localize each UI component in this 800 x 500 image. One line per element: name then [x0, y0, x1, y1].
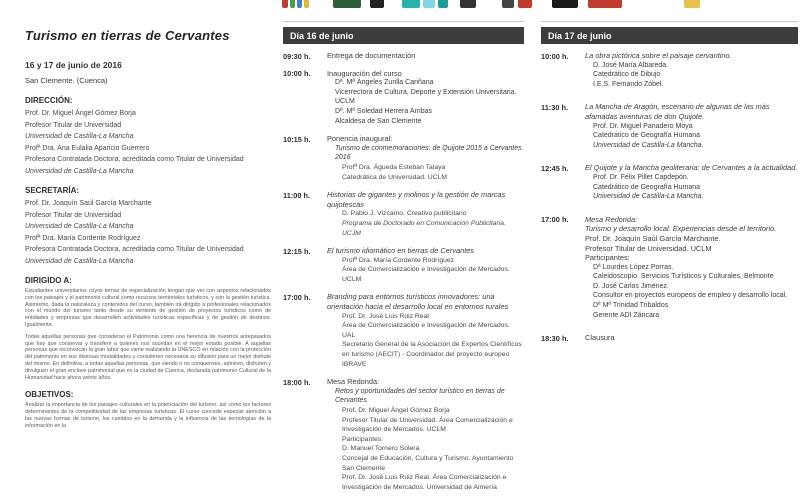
day17-schedule-list	[541, 51, 798, 343]
logo-fragment-image	[438, 0, 448, 8]
text-line: Universidad de Castilla-La Mancha.	[593, 141, 704, 149]
text-line: La Mancha de Aragón, escenario de algunas de las más afamadas aventuras de don Quijote.	[585, 102, 770, 121]
text-line: Prof. Dr. Miguel Ángel Gómez Borja	[25, 110, 136, 117]
text-line: Consultor en proyectos europeos de empleo y desarrollo local.	[593, 292, 788, 300]
schedule-entry	[585, 51, 798, 89]
text-line: Prof. Dr. Miguel Panadero Moya	[593, 122, 693, 130]
text-line: Dª. Mª Soledad Herrera Arribas	[335, 107, 432, 115]
logo-fragment-image	[460, 0, 476, 8]
text-line: Prof. Dr. José Luis Ruiz Real	[342, 312, 429, 320]
text-line: Profesor Titular de Universidad. Área Comercialización e Investigación de Mercados. UCLM	[342, 416, 513, 434]
text-line: Área de Comercialización e Investigación de Mercados. UCLM	[342, 266, 510, 283]
text-line: Universidad de Castilla-La Mancha	[25, 167, 134, 175]
paragraph: Analizar la importancia de los paisajes culturales en la potenciación del turismo, así como los factores determinantes de la competitividad de las empresas turísticas. El curso concede especial atención a las nuevas formas de turismo, los cambios en la demanda y la influencia de las tecnologías de la información en la	[25, 402, 271, 429]
course-location: San Clemente. (Cuenca)	[25, 76, 108, 85]
logo-fragment-image	[552, 0, 578, 8]
text-line: Historias de gigantes y molinos y la gestión de marcas quijotescas	[327, 190, 506, 209]
schedule-item	[541, 215, 798, 321]
text-line: Catedrático de Geografía Humana	[593, 132, 701, 140]
text-line: Mesa Redonda:	[585, 214, 638, 224]
paragraph: Todas aquellas personas que consideran el Patrimonio como una herencia de nuestros antepasados que hay que conservar y transferir a quienes nos sucedan en el mejor estado posible. A aquellas personas que reconozcan la gran labor que viene realizando la UNESCO en relación con la protección del patrimonio en sus diversas modalidades y consideren necesaria su difusión para un mejor disfrute del mismo. En definitiva, a todas aquellas personas, que siendo o no conquenses, admiren, disfruten y divulguen el gran enclave patrimonial que es la ciudad de Cuenca, declarada patrimonio Cultural de la Humanidad hace ahora veinte años.	[25, 333, 271, 381]
paragraph: Estudiantes universitarios cuyos temas de especialización tengan que ver con aspectos relacionados con los paisajes y el patrimonio cultural como recursos territoriales turísticos, y con la gestión turística. Asimismo, dada la naturaleza y contenidos del curso, también irá dirigido a profesionales relacionados con el mundo del turismo tanto desde su vertiente de gestión de proyectos turísticos como de entidades y empresas que desarrollen actividades turísticas específicas y de gestión de destinos. Igualmente.	[25, 288, 271, 328]
text-line: Dª Lourdes López Porras.	[593, 263, 674, 271]
section-objetivos	[25, 390, 271, 429]
section-heading: DIRECCIÓN:	[25, 96, 73, 105]
schedule-entry	[327, 69, 524, 127]
schedule-time: 09:30 h.	[283, 51, 311, 61]
schedule-item	[283, 246, 524, 284]
logo-fragment-image	[333, 0, 361, 8]
text-line: D. José María Albareda.	[593, 61, 669, 69]
text-line: Secretario General de la Asociación de Expertos Científicos en turismo (AECIT) - Coordinador del proyecto europeo IBRAVE	[342, 341, 522, 368]
course-dates: 16 y 17 de junio de 2016	[25, 60, 122, 70]
text-line: Entrega de documentación	[327, 51, 416, 60]
text-line: Branding para entornos turísticos innovadores: una orientación hacia el desarrollo local en entornos rurales	[327, 292, 509, 312]
text-line: Profª Dra. Ana Eulalia Aparicio Guerrero	[25, 144, 150, 152]
logo-fragment-image	[304, 0, 309, 8]
text-line: La obra pictórica sobre el paisaje cervantino.	[585, 51, 732, 60]
text-line: Alcaldesa de San Clemente	[335, 117, 422, 125]
text-line: D. Manuel Tornero Solera	[342, 445, 420, 453]
logo-fragment-image	[290, 0, 295, 8]
text-line: Profesor Titular de Universidad	[25, 121, 122, 129]
text-line: Universidad de Castilla-La Mancha	[25, 133, 134, 140]
section-heading: OBJETIVOS:	[25, 390, 74, 400]
text-line: Mesa Redonda:	[327, 377, 380, 387]
text-line: Vicerrectora de Cultura, Deporte y Extensión Universitaria. UCLM	[335, 88, 517, 106]
text-line: Programa de Doctorado en Comunicación Publicitaria. UCJM	[342, 219, 506, 237]
schedule-item	[541, 102, 798, 150]
text-line: Participantes:	[342, 435, 384, 443]
section-dirigido-a	[25, 276, 271, 381]
text-line: Profª Dra. María Cordente Rodríguez	[342, 256, 455, 264]
logo-fragment-image	[588, 0, 622, 8]
schedule-time: 18:30 h.	[541, 333, 569, 343]
schedule-time: 10:00 h.	[541, 51, 569, 61]
schedule-time: 18:00 h.	[283, 377, 311, 387]
schedule-entry	[585, 215, 798, 321]
objetivos-paragraphs	[25, 402, 271, 429]
schedule-time: 12:15 h.	[283, 246, 311, 256]
dirigido-paragraphs	[25, 288, 271, 381]
text-line: Profª Dra. María Cordente Rodríguez	[25, 234, 141, 242]
day16-schedule-list	[283, 51, 524, 492]
text-line: Participantes:	[585, 253, 630, 263]
text-line: Catedrática de Universidad. UCLM	[342, 173, 448, 181]
logo-fragment-image	[423, 0, 435, 8]
text-line: Prof. Dr. José Luis Ruiz Real. Área Comercialización e Investigación de Mercados. Universidad de Almería	[342, 474, 507, 491]
schedule-entry	[327, 134, 524, 182]
schedule-time: 17:00 h.	[283, 292, 311, 302]
logo-fragment-image	[297, 0, 302, 8]
schedule-item	[283, 69, 524, 127]
text-line: Profesor Titular de Universidad. UCLM	[585, 243, 712, 253]
schedule-item	[541, 333, 798, 343]
schedule-item	[283, 51, 524, 61]
logo-fragment-image	[518, 0, 532, 8]
schedule-entry	[327, 377, 524, 492]
section-heading: DIRIGIDO A:	[25, 276, 72, 285]
text-line: I.E.S. Fernando Zóbel.	[593, 80, 664, 88]
text-line: Dª. Mª Ángeles Zurilla Cariñana	[335, 79, 434, 87]
text-line: Área de Comercialización e Investigación de Mercados. UAL	[342, 322, 510, 339]
day17-column	[541, 21, 798, 356]
schedule-time: 12:45 h.	[541, 163, 569, 173]
schedule-entry	[327, 292, 524, 369]
text-line: Turismo y desarrollo local. Experiencias desde el territorio.	[585, 224, 777, 234]
section-heading: SECRETARÍA:	[25, 186, 80, 195]
course-info-column	[25, 28, 271, 435]
schedule-item	[283, 134, 524, 182]
day16-column	[283, 21, 524, 500]
schedule-item	[283, 377, 524, 492]
secretaria-lines	[25, 198, 271, 267]
schedule-entry	[585, 163, 798, 201]
text-line: D. Pablo J. Vizcaíno. Creativo publicitario	[342, 210, 467, 218]
text-line: Prof. Dr. Félix Pillet Capdepón.	[593, 173, 689, 181]
schedule-time: 11:00 h.	[283, 190, 311, 200]
schedule-entry	[327, 51, 524, 61]
schedule-time: 10:15 h.	[283, 134, 311, 144]
text-line: Profesor Titular de Universidad	[25, 211, 122, 219]
schedule-item	[283, 292, 524, 369]
logo-strip	[282, 0, 800, 9]
schedule-entry	[327, 246, 524, 284]
text-line: Profesora Contratada Doctora, acreditada como Titular de Universidad	[25, 156, 244, 163]
text-line: El Quijote y la Mancha geoliteraria: de Cervantes a la actualidad.	[585, 163, 798, 173]
page-title: Turismo en tierras de Cervantes	[25, 28, 230, 43]
logo-fragment-image	[684, 0, 700, 8]
logo-fragment-image	[282, 0, 288, 8]
schedule-item	[541, 51, 798, 89]
logo-fragment-image	[402, 0, 420, 8]
schedule-entry	[327, 190, 524, 238]
text-line: Catedrático de Dibujo	[593, 71, 661, 79]
direccion-lines	[25, 108, 271, 177]
schedule-time: 11:30 h.	[541, 102, 569, 112]
text-line: Prof. Dr. Joaquín Saúl García Marchante	[25, 200, 152, 207]
schedule-item	[541, 163, 798, 201]
schedule-time: 17:00 h.	[541, 215, 569, 225]
text-line: Turismo de conmemoraciones: de Quijote 2015 a Cervantes 2016	[335, 144, 522, 162]
text-line: D. José Carlos Jiménez.	[593, 282, 669, 290]
schedule-entry	[585, 333, 798, 343]
day16-header: Día 16 de junio	[283, 27, 524, 44]
text-line: Retos y oportunidades del sector turístico en tierras de Cervantes	[335, 387, 505, 405]
text-line: Universidad de Castilla-La Mancha.	[593, 193, 704, 201]
text-line: Catedrático de Geografía Humana	[593, 183, 701, 191]
text-line: El turismo idiomático en tierras de Cervantes	[327, 246, 475, 256]
logo-fragment-image	[502, 0, 514, 8]
text-line: Inauguración del curso	[327, 68, 402, 78]
text-line: Universidad de Castilla-La Mancha	[25, 257, 134, 265]
day17-header: Día 17 de junio	[541, 27, 798, 44]
text-line: Caleidoscopio. Servicios Turísticos y Culturales, Belmonte	[593, 273, 774, 281]
logo-fragment-image	[370, 0, 384, 8]
schedule-item	[283, 190, 524, 238]
text-line: Ponencia inaugural:	[327, 134, 393, 144]
text-line: Dª Mª Trinidad Tribaldos	[593, 302, 669, 310]
schedule-time: 10:00 h.	[283, 69, 311, 79]
text-line: Clausura	[585, 333, 615, 343]
text-line: Prof. Dr. Miguel Ángel Gómez Borja	[342, 407, 450, 414]
text-line: Concejal de Educación, Cultura y Turismo. Ayuntamiento San Clemente	[342, 454, 514, 472]
text-line: Prof. Dr. Joaquín Saúl García Marchante.	[585, 233, 721, 243]
text-line: Profesora Contratada Doctora, acreditada como Titular de Universidad	[25, 246, 244, 253]
text-line: Universidad de Castilla-La Mancha	[25, 223, 134, 230]
section-secretaria	[25, 186, 271, 267]
text-line: Profª Dra. Águeda Esteban Talaya	[342, 163, 446, 171]
schedule-entry	[585, 102, 798, 150]
text-line: Gerente ADI Záncara	[593, 311, 660, 319]
section-direccion	[25, 96, 271, 177]
